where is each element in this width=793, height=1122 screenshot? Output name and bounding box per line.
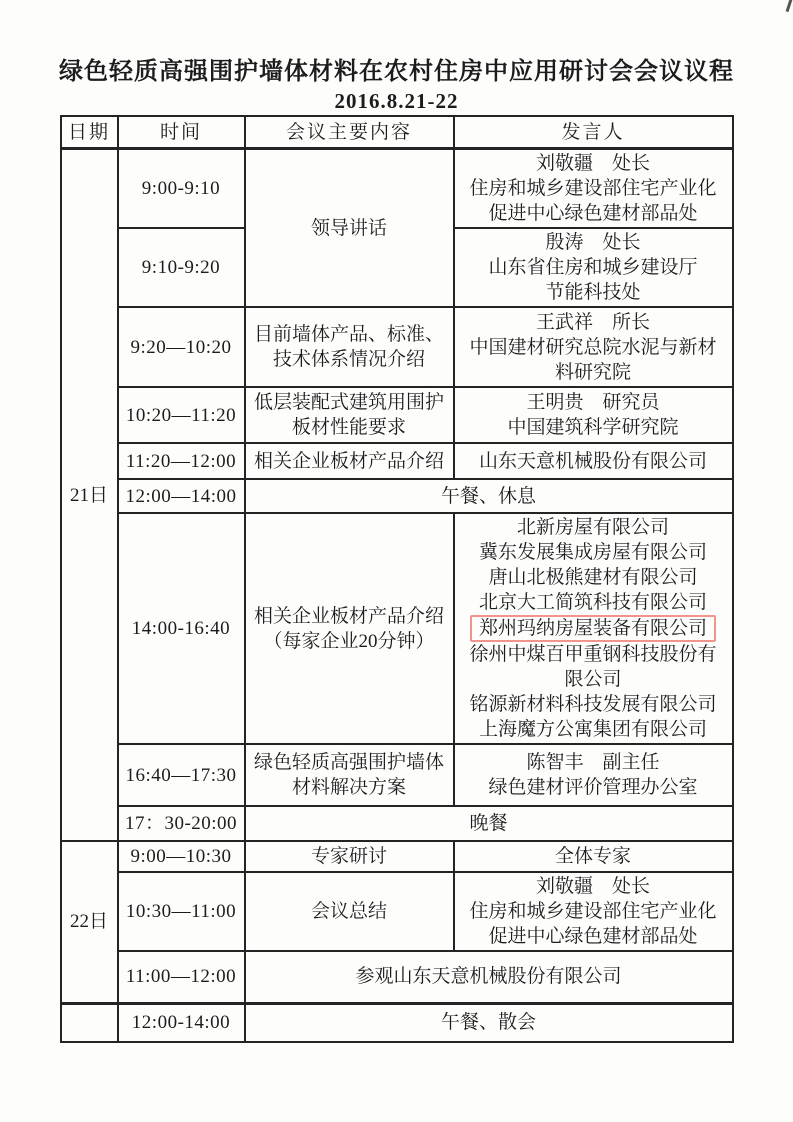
table-row	[61, 872, 733, 951]
time-cell: 11:00—12:00	[118, 951, 245, 1003]
merged-activity-cell: 参观山东天意机械股份有限公司	[245, 951, 733, 1003]
column-header-content: 会议主要内容	[245, 116, 454, 149]
time-cell: 17：30-20:00	[118, 806, 245, 841]
speaker-line: 殷涛 处长	[545, 232, 641, 253]
company-line	[463, 615, 724, 642]
company-list-cell	[454, 513, 733, 744]
company-line: 徐州中煤百甲重钢科技股份有限公司	[469, 644, 717, 690]
time-cell: 16:40—17:30	[118, 744, 245, 806]
table-row	[61, 841, 733, 872]
content-cell: 领导讲话	[245, 149, 454, 308]
table-row	[61, 1003, 733, 1042]
table-row	[61, 443, 733, 479]
speaker-line: 王武祥 所长	[535, 311, 650, 333]
speaker-line: 山东省住房和城乡建设厅	[488, 257, 698, 278]
speaker-line: 中国建材研究总院水泥与新材料研究院	[469, 336, 717, 383]
speaker-cell: 山东天意机械股份有限公司	[454, 443, 733, 479]
document-title: 绿色轻质高强围护墙体材料在农村住房中应用研讨会会议议程	[59, 59, 734, 85]
time-cell: 11:20—12:00	[118, 443, 245, 479]
content-cell: 相关企业板材产品介绍	[245, 443, 454, 479]
date-cell-day2: 22日	[61, 841, 118, 1003]
speaker-line: 住房和城乡建设部住宅产业化促进中心绿色建材部品处	[469, 178, 717, 224]
highlight-box: 郑州玛纳房屋装备有限公司	[470, 615, 716, 642]
speaker-cell: 全体专家	[454, 841, 733, 872]
content-cell: 目前墙体产品、标准、技术体系情况介绍	[245, 307, 454, 387]
company-line: 唐山北极熊建材有限公司	[488, 567, 698, 588]
time-cell: 9:00—10:30	[118, 841, 245, 872]
speaker-cell	[454, 149, 733, 229]
company-line: 铭源新材料科技发展有限公司	[469, 694, 717, 715]
merged-activity-cell: 晚餐	[245, 806, 733, 841]
table-row	[61, 479, 733, 513]
table-row	[61, 149, 733, 229]
date-cell-empty	[61, 1003, 118, 1042]
agenda-table	[60, 115, 734, 1043]
table-row	[61, 951, 733, 1003]
merged-activity-cell: 午餐、散会	[245, 1003, 733, 1042]
speaker-line: 陈智丰 副主任	[526, 752, 660, 773]
speaker-line: 刘敬疆 处长	[535, 876, 650, 897]
column-header-time: 时间	[118, 116, 245, 149]
document-date-range: 2016.8.21-22	[334, 89, 459, 113]
speaker-line: 住房和城乡建设部住宅产业化促进中心绿色建材部品处	[469, 901, 717, 947]
company-line: 上海魔方公寓集团有限公司	[478, 719, 707, 740]
content-cell: 绿色轻质高强围护墙体材料解决方案	[245, 744, 454, 806]
column-header-date: 日期	[61, 116, 118, 149]
content-cell: 会议总结	[245, 872, 454, 951]
speaker-cell	[454, 872, 733, 951]
time-cell: 10:30—11:00	[118, 872, 245, 951]
speaker-line: 节能科技处	[545, 282, 641, 303]
company-line: 北京大工简筑科技有限公司	[478, 592, 707, 613]
time-cell: 9:00-9:10	[118, 149, 245, 229]
speaker-line: 王明贵 研究员	[526, 392, 660, 413]
date-cell-day1: 21日	[61, 149, 118, 842]
company-line: 冀东发展集成房屋有限公司	[478, 542, 707, 563]
speaker-line: 绿色建材评价管理办公室	[488, 777, 698, 798]
merged-activity-cell: 午餐、休息	[245, 479, 733, 513]
speaker-line: 刘敬疆 处长	[535, 153, 650, 174]
company-line: 北新房屋有限公司	[516, 517, 669, 538]
table-row	[61, 307, 733, 387]
time-cell: 14:00-16:40	[118, 513, 245, 744]
speaker-cell	[454, 307, 733, 387]
speaker-cell	[454, 744, 733, 806]
header-row	[61, 116, 733, 149]
table-row	[61, 513, 733, 744]
content-cell: 相关企业板材产品介绍（每家企业20分钟）	[245, 513, 454, 744]
speaker-cell	[454, 387, 733, 443]
table-row	[61, 806, 733, 841]
time-cell: 9:20—10:20	[118, 307, 245, 387]
table-row	[61, 387, 733, 443]
time-cell: 12:00-14:00	[118, 1003, 245, 1042]
time-cell: 12:00—14:00	[118, 479, 245, 513]
content-cell: 低层装配式建筑用围护板材性能要求	[245, 387, 454, 443]
speaker-line: 中国建筑科学研究院	[507, 417, 679, 438]
table-row	[61, 744, 733, 806]
speaker-cell	[454, 228, 733, 307]
time-cell: 10:20—11:20	[118, 387, 245, 443]
column-header-speaker: 发言人	[454, 116, 733, 149]
content-cell: 专家研讨	[245, 841, 454, 872]
time-cell: 9:10-9:20	[118, 228, 245, 307]
